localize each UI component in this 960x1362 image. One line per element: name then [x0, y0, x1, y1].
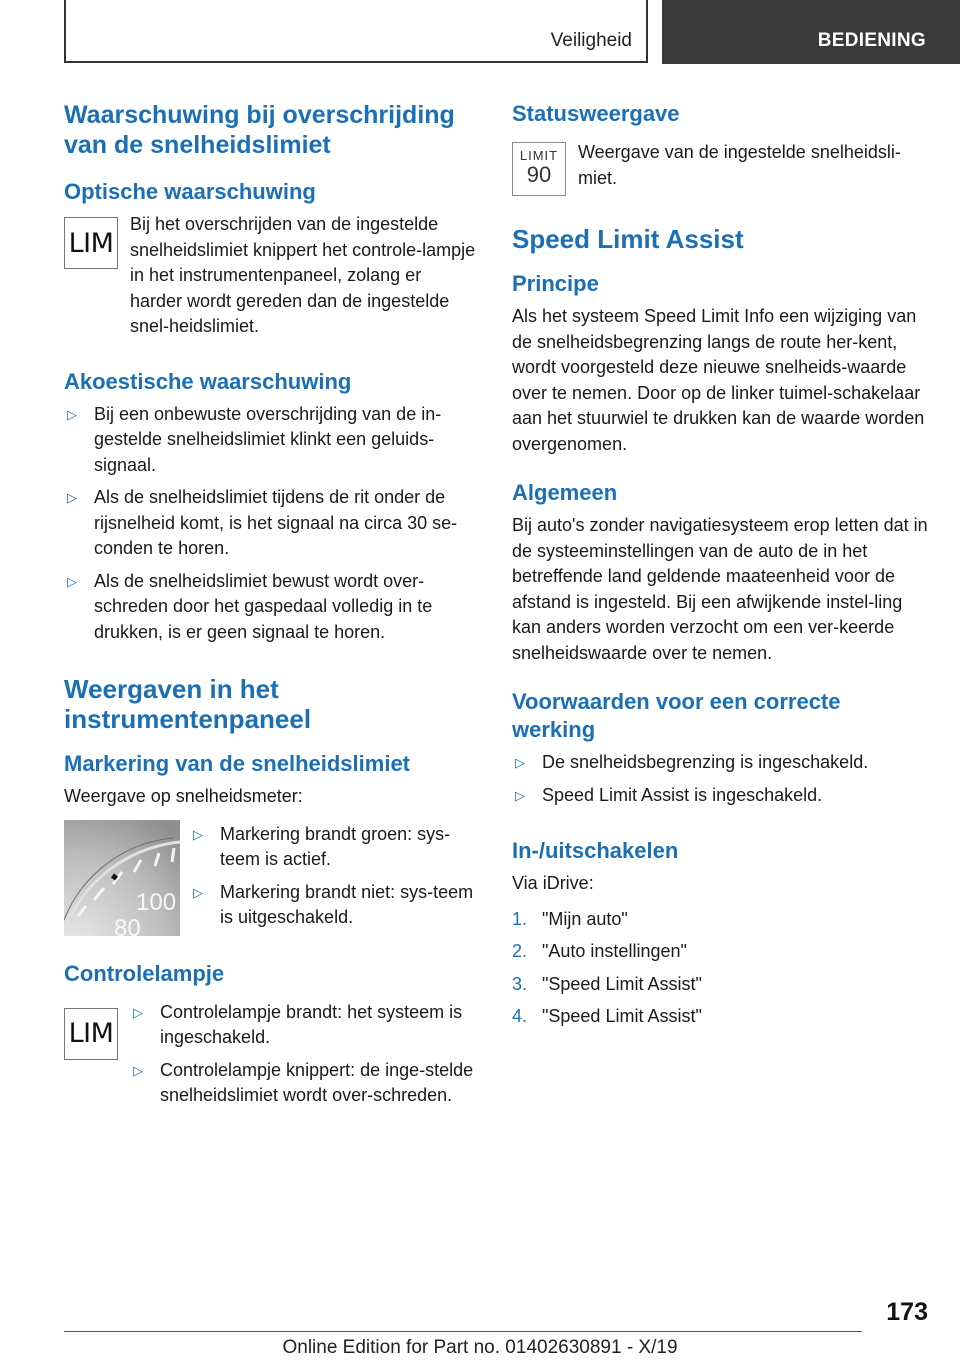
triangle-bullet-icon: ▷ [193, 826, 203, 842]
gauge-label-100: 100 [136, 888, 177, 916]
heading-onoff: In-/uitschakelen [512, 838, 679, 863]
speedometer-image [64, 820, 180, 936]
status-block [512, 140, 928, 202]
marking-block [64, 810, 478, 938]
lamp-block [64, 994, 478, 1109]
heading-marking: Markering van de snelheidslimiet [64, 751, 411, 776]
section-title: Veiligheid [550, 30, 632, 51]
optical-block [64, 212, 478, 340]
heading-general: Algemeen [512, 480, 618, 505]
left-column [64, 100, 478, 1116]
list-item: ▷ Markering brandt groen: sys-teem is actief. [193, 823, 451, 869]
status-text: Weergave van de ingestelde snelheidsli-miet. [578, 142, 901, 188]
optical-text-wrap [64, 212, 478, 340]
triangle-bullet-icon: ▷ [193, 884, 203, 900]
onoff-intro: Via iDrive: [512, 873, 594, 893]
list-item: ▷ Markering brandt niet: sys-teem is uitgeschakeld. [193, 881, 474, 927]
footer-divider [64, 1331, 862, 1332]
principle-text: Als het systeem Speed Limit Info een wijziging van de snelheidsbegrenzing langs de route her-kent, wordt voorgesteld deze nieuwe snelheids-waarde over te nemen. Door op de linker tuimel-schakelaar aan het stuurwiel te drukken kan de waarde worden overgenomen. [512, 306, 925, 454]
triangle-bullet-icon: ▷ [133, 1062, 143, 1078]
triangle-bullet-icon: ▷ [67, 406, 77, 422]
chapter-tab [662, 0, 960, 64]
heading-principle: Principe [512, 271, 599, 296]
steps-list [512, 907, 928, 1030]
marking-intro: Weergave op snelheidsmeter: [64, 786, 303, 806]
list-item: 1. "Mijn auto" [512, 908, 628, 929]
triangle-bullet-icon: ▷ [515, 787, 525, 803]
list-item: ▷ Als de snelheidslimiet tijdens de rit onder de rijsnelheid komt, is het signaal na circa 30 se-conden te horen. [67, 487, 458, 558]
header-box [64, 0, 648, 63]
lamp-list [64, 1000, 478, 1109]
triangle-bullet-icon: ▷ [515, 755, 525, 770]
list-item: ▷ Controlelampje knippert: de inge-stelde snelheidslimiet wordt over-schreden. [133, 1059, 474, 1105]
list-item: ▷ Speed Limit Assist is ingeschakeld. [512, 783, 928, 809]
list-item: ▷ Bij een onbewuste overschrijding van de in-gestelde snelheidslimiet klinkt een geluids-signaal. [67, 403, 442, 475]
right-column [512, 100, 928, 1037]
heading-optical: Optische waarschuwing [64, 179, 316, 204]
general-text: Bij auto's zonder navigatiesysteem erop letten dat in de systeeminstellingen van de auto de in het betreffende land geldende maateenheid voor de afstand is ingesteld. Bij een afwijkende instel-ling kan anders worden verzocht om een ver-keerde snelheidswaarde over te nemen. [512, 515, 928, 663]
acoustic-list [64, 402, 478, 646]
chapter-title: BEDIENING [817, 30, 926, 51]
section-heading-warning: Waarschuwing bij overschrijding van de snelheidslimiet [64, 101, 455, 159]
heading-displays: Weergaven in het instrumentenpaneel [64, 674, 312, 734]
lim-warning-icon: LIM [64, 217, 118, 269]
list-item: ▷ De snelheidsbegrenzing is ingeschakeld. [512, 750, 928, 776]
list-item: ▷ Controlelampje brandt: het systeem is ingeschakeld. [133, 1001, 463, 1047]
heading-assist: Speed Limit Assist [512, 224, 744, 254]
conditions-list [512, 750, 928, 808]
optical-text: Bij het overschrijden van de ingestelde snelheidslimiet knippert het controle-lampje in het instrumentenpaneel, zolang er harder wordt gereden dan de ingestelde snel-heidslimiet. [130, 214, 476, 336]
heading-acoustic: Akoestische waarschuwing [64, 368, 352, 394]
footer-edition: Online Edition for Part no. 01402630891 - X/19 [282, 1337, 678, 1358]
triangle-bullet-icon: ▷ [67, 490, 77, 505]
gauge-label-80: 80 [114, 914, 141, 936]
list-item: 4. "Speed Limit Assist" [512, 1006, 702, 1026]
triangle-bullet-icon: ▷ [67, 573, 77, 589]
lim-lamp-icon: LIM [64, 1008, 118, 1060]
heading-conditions: Voorwaarden voor een correcte werking [512, 689, 841, 742]
triangle-bullet-icon: ▷ [133, 1004, 143, 1020]
list-item: 2. "Auto instellingen" [512, 941, 687, 961]
list-item: ▷ Als de snelheidslimiet bewust wordt over-schreden door het gaspedaal volledig in te drukken, is er geen signaal te horen. [67, 570, 433, 642]
list-item: 3. "Speed Limit Assist" [512, 973, 702, 994]
page-number: 173 [886, 1298, 928, 1326]
heading-status: Statusweergave [512, 101, 680, 126]
heading-lamp: Controlelampje [64, 960, 225, 986]
speed-limit-icon: LIMIT 90 [512, 142, 566, 196]
